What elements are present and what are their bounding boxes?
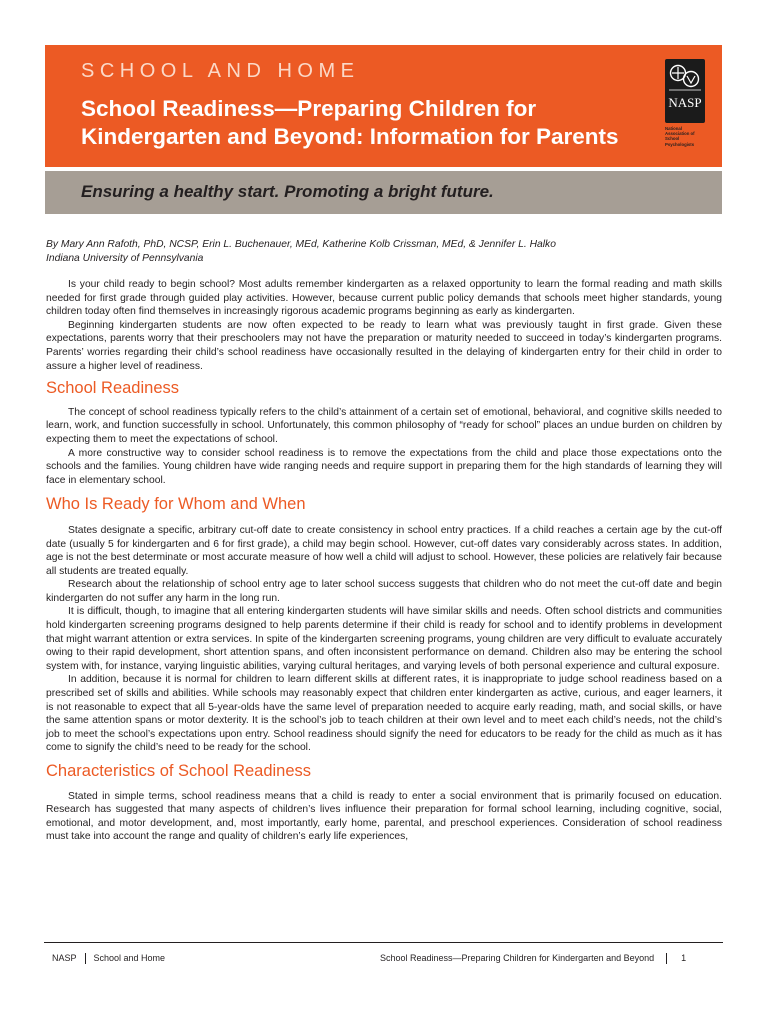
page-number: 1 [681,953,687,963]
authors: By Mary Ann Rafoth, PhD, NCSP, Erin L. Buchenauer, MEd, Katherine Kolb Crissman, MEd, & Jennifer L. Halko [46,239,556,250]
intro-paragraph: Beginning kindergarten students are now often expected to be ready to learn what was previously taught in first grade. Given these expectations, parents worry that their preschoolers may not have the preparation or maturity needed to succeed in today’s kindergarten programs. Parents’ worries regarding their child’s school readiness have occasionally resulted in the delaying of kindergarten entry for their child in order to assure a higher level of readiness. [46,319,722,372]
series-kicker: SCHOOL AND HOME [81,60,360,82]
section-paragraph: Research about the relationship of school entry age to later school success suggests that children who do not meet the cut-off date and begin kindergarten do not suffer any harm in the long run. [46,579,722,604]
tagline-bar [45,171,722,214]
logo-wordmark: National Association of School Psychologists [665,126,695,147]
footer-right [380,952,686,964]
intro-paragraph: Is your child ready to begin school? Most adults remember kindergarten as a relaxed opportunity to learn the formal reading and math skills needed for first grade through guided play activities. However, because current public policy demands that schools meet higher standards, young children today often find themselves in increasingly rigorous academic programs beginning as early as kindergarten. [46,279,722,318]
footer-doc-title: School Readiness—Preparing Children for Kindergarten and Beyond [380,953,655,963]
nasp-emblem-icon [665,59,705,123]
footer-separator [85,953,86,964]
section-paragraph: Stated in simple terms, school readiness means that a child is ready to enter a social environment that is primarily focused on education. Research has suggested that many aspects of children’s lives influence their preparation for formal school learning, including cognitive, social, emotional, and motor development, and, most importantly, early home, parental, and preschool experiences. Consideration of school readiness must take into account the range and quality of children’s early life experiences, [46,790,722,843]
footer-separator [666,953,667,964]
article-body [46,278,722,844]
header-banner [45,45,722,167]
section-heading-school-readiness: School Readiness [46,379,179,398]
section-paragraph: In addition, because it is normal for children to learn different skills at different rates, it is inappropriate to judge school readiness based on a prescribed set of skills and abilities. While schools may reasonably expect that children enter kindergarten as active, curious, and eager learners, it is not reasonable to expect that all 5-year-olds have the same level of preparation needed to acquire early reading, math, and social skills, or have the same attention spans or motor dexterity. It is the school’s job to teach children at their own level and to meet each child’s needs, not the child’s job to meet the school’s expectations upon entry. School readiness should signify the need for educators to be ready for the child as much as it has come to signify the child’s need to be ready for the school. [46,674,722,754]
affiliation: Indiana University of Pennsylvania [46,253,204,264]
section-heading-who-is-ready: Who Is Ready for Whom and When [46,495,306,514]
section-paragraph: It is difficult, though, to imagine that all entering kindergarten students will have similar skills and needs. Often school districts and communities hold kindergarten screening programs designed to help parents determine if their child is ready for school and to identify problems in development that might warrant attention or extra services. In spite of the kindergarten screening programs, young children are very difficult to evaluate accurately owing to their rapid development, short attention spans, and often inconsistent performance on demand. Children also may be entering the school system with, for instance, varying linguistic abilities, varying cultural heritages, and varying levels of both personal experience and cultural exposure. [46,606,722,672]
footer-left [52,952,165,964]
byline [46,238,726,266]
footer-series: School and Home [93,953,166,963]
tagline-text: Ensuring a healthy start. Promoting a bright future. [81,182,494,201]
section-heading-characteristics: Characteristics of School Readiness [46,762,312,780]
logo-letters: NASP [668,95,702,110]
section-paragraph: States designate a specific, arbitrary cut-off date to create consistency in school entry practices. If a child reaches a certain age by the cut-off date (usually 5 for kindergarten and 6 for first grade), a child may begin school. However, cut-off dates vary considerably across states. In addition, age is not the best determinate or most accurate measure of how well a child will adjust to school. However, these policies are relatively fair because all students are treated equally. [46,524,722,577]
page-title: School Readiness—Preparing Children for Kindergarten and Beyond: Information for Parents [81,96,619,149]
section-paragraph: The concept of school readiness typically refers to the child’s attainment of a certain set of emotional, behavioral, and cognitive skills needed to learn, work, and function successfully in school. Unfortunately, this common philosophy of “ready for school” places an undue burden on children by expecting them to meet the expectations of school. [46,406,722,445]
nasp-logo [665,59,709,147]
section-paragraph: A more constructive way to consider school readiness is to remove the expectations from the child and place those expectations onto the schools and the families. Young children have wide ranging needs and require support in preparing them for the high standards of learning they will face in elementary school. [46,447,722,486]
footer-org: NASP [52,953,77,963]
footer-divider [44,942,723,943]
